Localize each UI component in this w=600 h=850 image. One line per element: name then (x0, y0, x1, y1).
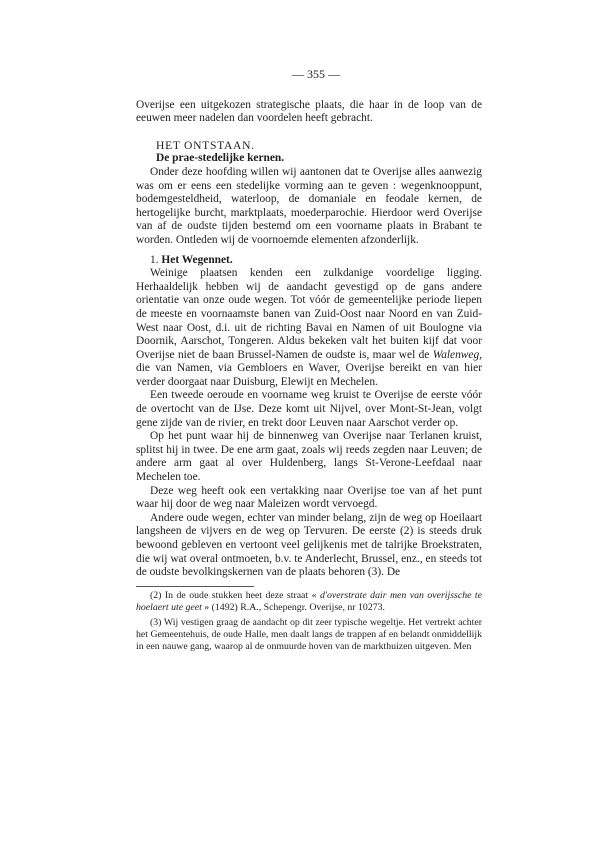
footnote-2-italic: d'overstrate dair men van overijssche te hoelaert ute geet (136, 589, 482, 613)
numbered-heading (150, 254, 482, 268)
section-title: HET ONTSTAAN. (156, 138, 255, 152)
footnote-2-prefix: (2) In de oude stukken heet deze straat « (150, 589, 320, 601)
page-number: — 355 — (292, 67, 340, 81)
paragraph-2-text-a: Weinige plaatsen kenden een zulkdanige voordelige ligging. Herhaaldelijk hebben wij de aandacht gevestigd op de gans andere orientatie van onze oude wegen. Tot vóór de gemeentelijke periode liepen de meeste en voornaamste banen van Zuid-Oost naar Noord en van Zuid-West naar Oost, d.i. uit de richting Bavai en Namen of uit Boulogne via Doornik, Aarschot, Tongeren. Aldus bekeken valt het buiten kijf dat voor Overijse niet de baan Brussel-Namen de oudste is, maar wel de (136, 267, 482, 361)
footnote-2-suffix: » (1492) R.A., Schepengr. Overijse, nr 10273. (201, 601, 385, 613)
page (136, 68, 482, 653)
paragraph-5: Deze weg heeft ook een vertakking naar Overijse toe van af het punt waar hij door de weg naar Maleizen wordt vervoegd. (136, 484, 482, 511)
paragraph-2-italic: Walenweg, (432, 348, 482, 361)
subsection-title: De prae-stedelijke kernen. (156, 152, 285, 165)
intro-paragraph: Overijse een uitgekozen strategische plaats, die haar in de loop van de eeuwen meer nadelen dan voordelen heeft gebracht. (136, 98, 482, 125)
paragraph-1: Onder deze hoofding willen wij aantonen dat te Overijse alles aanwezig was om er eens een stedelijke vorming aan te geven : wegenknooppunt, bodemgesteldheid, waterloop, de domaniale en feodale kernen, de hertogelijke burcht, marktplaats, moederparochie. Hierdoor werd Overijse van af de oudste tijden bestemd om een voorname plaats in Brabant te worden. Ontleden wij de voornoemde elementen afzonderlijk. (136, 165, 482, 246)
paragraph-3: Een tweede oeroude en voorname weg kruist te Overijse de eerste vóór de overtocht van de IJse. Deze komt uit Nijvel, over Mont-St-Jean, volgt gene zijde van de rivier, en trekt door Leuven naar Aarschot verder op. (136, 389, 482, 429)
heading-title: Het Wegennet. (161, 253, 233, 266)
paragraph-4: Op het punt waar hij de binnenweg van Overijse naar Terlanen kruist, splitst hij in twee. De ene arm gaat, zoals wij reeds zegden naar Leuven; de andere arm gaat al over Huldenberg, langs St-Verone-Leefdaal naar Mechelen toe. (136, 430, 482, 484)
paragraph-2-text-b: die van Namen, via Gembloers en Waver, Overijse bereikt en van hier verder doorgaat naar Duisburg, Elewijt en Mechelen. (136, 362, 482, 388)
footnote-divider (136, 586, 254, 587)
heading-number: 1. (150, 253, 159, 266)
paragraph-6: Andere oude wegen, echter van minder belang, zijn de weg op Hoeilaart langsheen de vijvers en de weg op Tervuren. De eerste (2) is steeds druk bewoond gebleven en vertoont veel gelijkenis met de talrijke Broekstraten, die wij wat overal ontmoeten, b.v. te Anderlecht, Brussel, enz., en steeds tot de oudste bevolkingskernen van de plaats behoren (3). De (136, 511, 482, 579)
paragraph-2 (136, 267, 482, 389)
footnote-3: (3) Wij vestigen graag de aandacht op dit zeer typische wegeltje. Het vertrekt achter het Gemeentehuis, de oude Halle, men daalt langs de trappen af en belandt onmiddellijk in een nauwe gang, waarop al de onmuurde hoven van de markthuizen uitgeven. Men (136, 616, 482, 652)
footnote-2 (136, 590, 482, 614)
